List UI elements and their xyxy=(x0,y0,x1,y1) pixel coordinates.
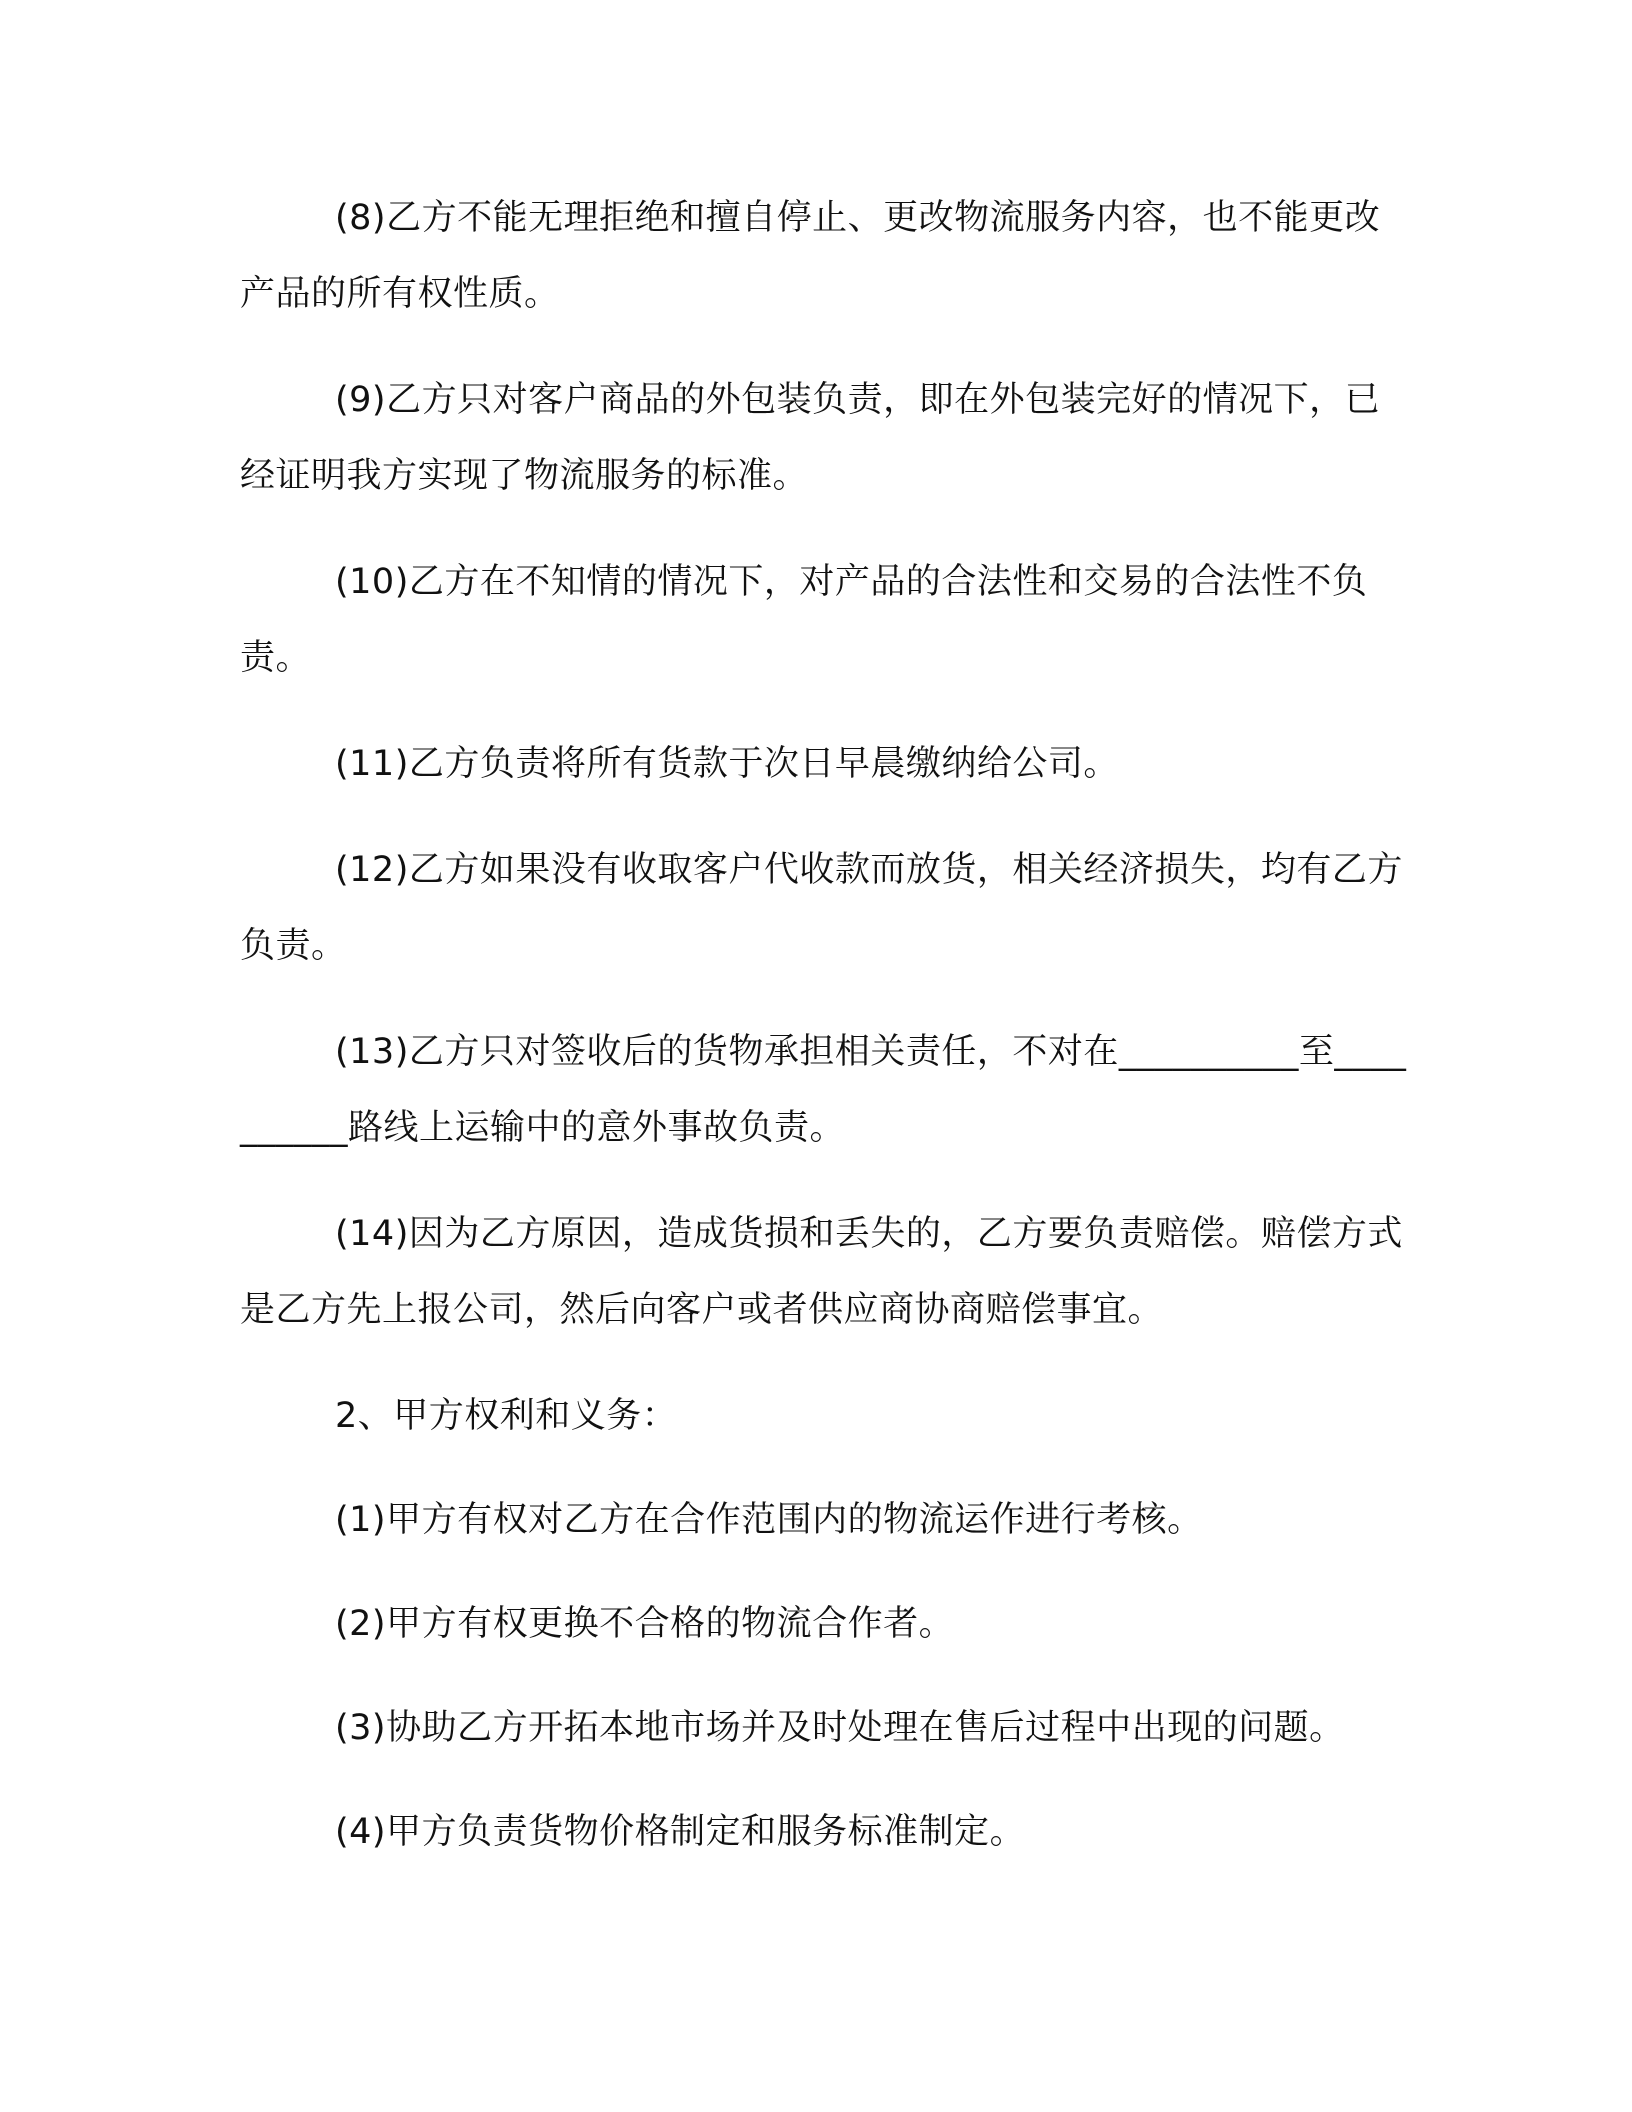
clause-10-paragraph: (10)乙方在不知情的情况下，对产品的合法性和交易的合法性不负责。 xyxy=(240,562,1368,678)
party-a-clause-4: (4)甲方负责货物价格制定和服务标准制定。 xyxy=(335,1812,1026,1852)
party-a-clause-1: (1)甲方有权对乙方在合作范围内的物流运作进行考核。 xyxy=(335,1500,1203,1540)
clause-14-paragraph: (14)因为乙方原因，造成货损和丢失的，乙方要负责赔偿。赔偿方式是乙方先上报公司，然后向客户或者供应商协商赔偿事宜。 xyxy=(240,1214,1403,1330)
party-a-clause-3: (3)协助乙方开拓本地市场并及时处理在售后过程中出现的问题。 xyxy=(335,1708,1345,1748)
party-a-clause-2: (2)甲方有权更换不合格的物流合作者。 xyxy=(335,1604,955,1644)
clause-9-paragraph: (9)乙方只对客户商品的外包装负责，即在外包装完好的情况下，已经证明我方实现了物流服务的标准。 xyxy=(240,380,1381,496)
clause-12-paragraph: (12)乙方如果没有收取客户代收款而放货，相关经济损失，均有乙方负责。 xyxy=(240,850,1403,966)
section-2-heading: 2、甲方权利和义务： xyxy=(335,1396,678,1436)
clause-11-paragraph: (11)乙方负责将所有货款于次日早晨缴纳给公司。 xyxy=(335,744,1119,784)
clause-8-paragraph: (8)乙方不能无理拒绝和擅自停止、更改物流服务内容，也不能更改产品的所有权性质。 xyxy=(240,198,1381,314)
clause-13-paragraph: (13)乙方只对签收后的货物承担相关责任，不对在__________至__________路线上运输中的意外事故负责。 xyxy=(240,1032,1407,1148)
